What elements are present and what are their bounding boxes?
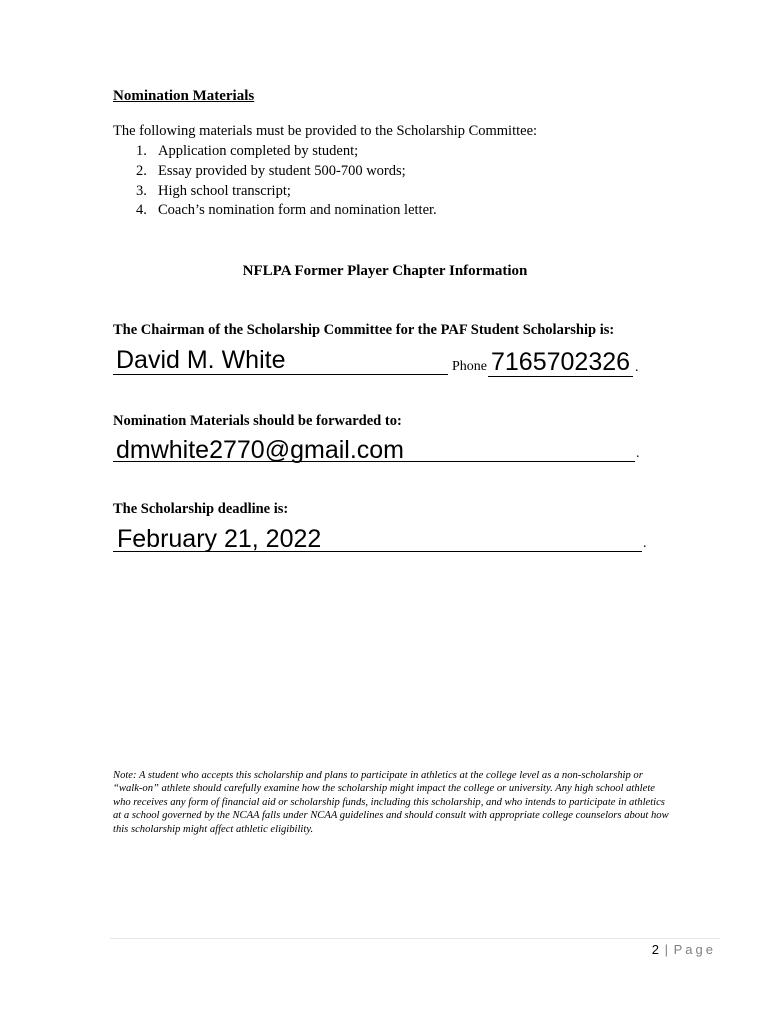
list-text: High school transcript; (158, 182, 291, 199)
eligibility-note: Note: A student who accepts this scholarship and plans to participate in athletics at the college level as a non-scholarship or “walk-on” athlete should carefully examine how the scholarship might impact the college or university. Any high school athlete who receives any form of financial aid or scholarship funds, including this scholarship, and who intends to participate in athletics at a school governed by the NCAA falls under NCAA guidelines and should consult with appropriate college counselors about how this scholarship might affect athletic eligibility. (113, 770, 669, 835)
period: . (643, 536, 647, 551)
page-number: 2 (651, 942, 660, 957)
phone-field[interactable]: 7165702326 (491, 348, 631, 376)
list-text: Coach’s nomination form and nomination letter. (158, 202, 437, 219)
forward-email-field[interactable]: dmwhite2770@gmail.com (116, 436, 405, 464)
footer-separator: | (664, 942, 669, 957)
chairman-name-underline (113, 374, 448, 375)
phone-underline (488, 376, 633, 377)
nomination-intro: The following materials must be provided to the Scholarship Committee: (113, 123, 538, 139)
deadline-underline (113, 551, 642, 552)
list-text: Application completed by student; (158, 143, 359, 159)
deadline-field[interactable]: February 21, 2022 (117, 525, 322, 553)
footer-divider (110, 938, 720, 939)
chairman-name-field[interactable]: David M. White (116, 346, 286, 374)
list-number: 3. (136, 182, 147, 199)
list-number: 1. (136, 143, 147, 159)
nomination-heading: Nomination Materials (113, 88, 255, 104)
forward-label: Nomination Materials should be forwarded to: (113, 413, 402, 429)
page-footer (652, 942, 716, 957)
chairman-label: The Chairman of the Scholarship Committee for the PAF Student Scholarship is: (113, 322, 615, 338)
period: . (636, 446, 640, 461)
list-number: 4. (136, 202, 147, 219)
list-number: 2. (136, 162, 147, 179)
chapter-title: NFLPA Former Player Chapter Information (242, 263, 528, 279)
forward-underline (113, 461, 635, 462)
page-label: Page (673, 942, 716, 957)
deadline-label: The Scholarship deadline is: (113, 501, 289, 517)
list-text: Essay provided by student 500-700 words; (158, 162, 406, 179)
phone-label: Phone (452, 359, 487, 374)
period: . (635, 360, 639, 375)
